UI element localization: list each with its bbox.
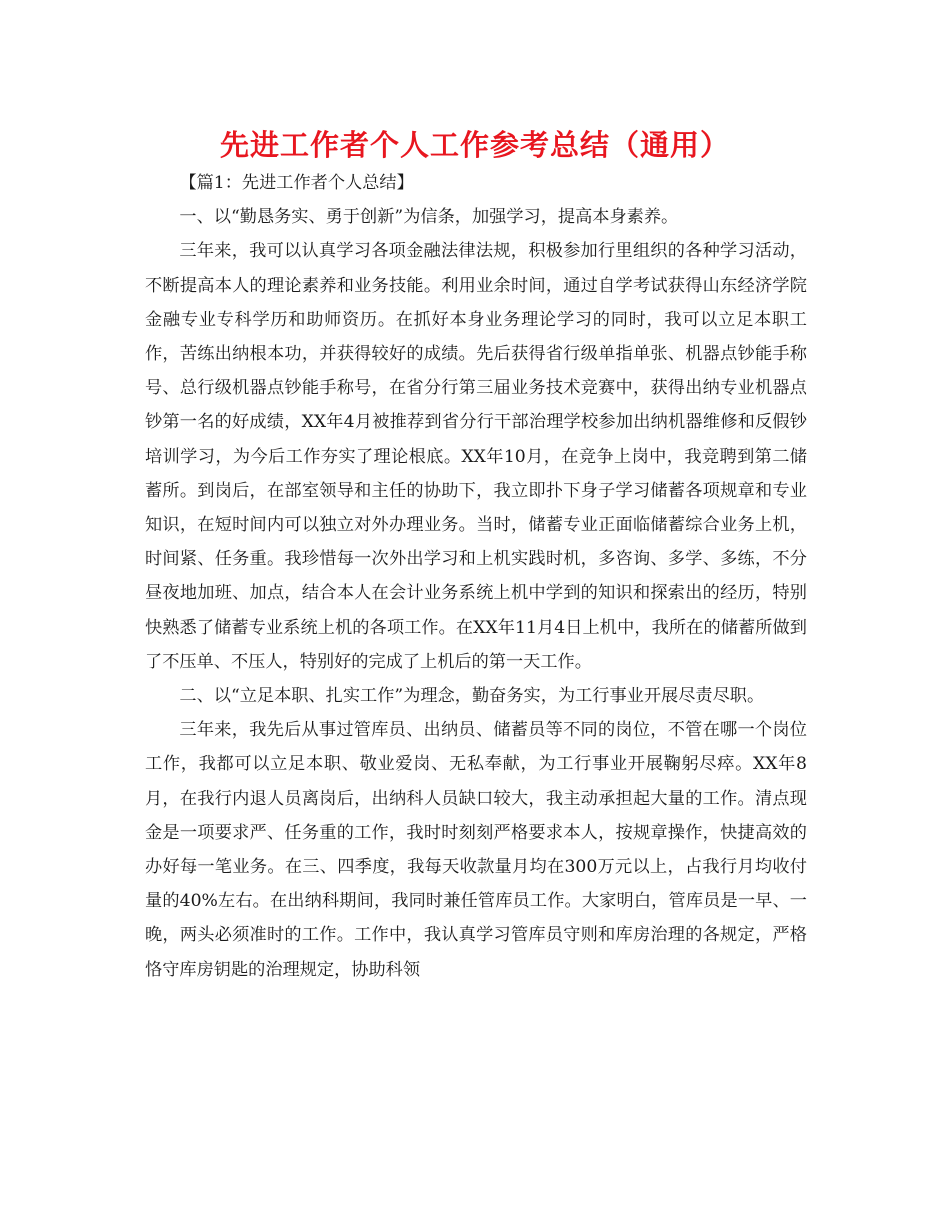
paragraph-2: 三年来，我先后从事过管库员、出纳员、储蓄员等不同的岗位，不管在哪一个岗位工作，我都可以立足本职、敬业爱岗、无私奉献，为工行事业开展鞠躬尽瘁。XX年8月，在我行内退人员离岗后，出纳科人员缺口较大，我主动承担起大量的工作。清点现金是一项要求严、任务重的工作，我时时刻刻严格要求本人，按规章操作，快捷高效的办好每一笔业务。在三、四季度，我每天收款量月均在300万元以上，占我行月均收付量的40%左右。在出纳科期间，我同时兼任管库员工作。大家明白，管库员是一早、一晚，两头必须准时的工作。工作中，我认真学习管库员守则和库房治理的各规定，严格恪守库房钥匙的治理规定，协助科领 [145, 720, 807, 980]
paragraph-1: 三年来，我可以认真学习各项金融法律法规，积极参加行里组织的各种学习活动，不断提高本人的理论素养和业务技能。利用业余时间，通过自学考试获得山东经济学院金融专业专科学历和助师资历。在抓好本身业务理论学习的同时，我可以立足本职工作，苦练出纳根本功，并获得较好的成绩。先后获得省行级单指单张、机器点钞能手称号、总行级机器点钞能手称号，在省分行第三届业务技术竞赛中，获得出纳专业机器点钞第一名的好成绩，XX年4月被推荐到省分行干部治理学校参加出纳机器维修和反假钞培训学习，为今后工作夯实了理论根底。XX年10月，在竞争上岗中，我竞聘到第二储蓄所。到岗后，在部室领导和主任的协助下，我立即扑下身子学习储蓄各项规章和专业知识，在短时间内可以独立对外办理业务。当时，储蓄专业正面临储蓄综合业务上机，时间紧、任务重。我珍惜每一次外出学习和上机实践时机，多咨询、多学、多练，不分昼夜地加班、加点，结合本人在会计业务系统上机中学到的知识和探索出的经历，特别快熟悉了储蓄专业系统上机的各项工作。在XX年11月4日上机中，我所在的储蓄所做到了不压单、不压人，特别好的完成了上机后的第一天工作。 [145, 241, 807, 672]
document-title: 先进工作者个人工作参考总结（通用） [219, 128, 730, 162]
section-heading-2: 二、以“立足本职、扎实工作”为理念，勤奋务实，为工行事业开展尽责尽职。 [179, 686, 765, 707]
section-label: 【篇1：先进工作者个人总结】 [179, 173, 414, 193]
section-heading-1: 一、以“勤恳务实、勇于创新”为信条，加强学习，提高本身素养。 [179, 207, 679, 228]
document-body [145, 166, 807, 987]
